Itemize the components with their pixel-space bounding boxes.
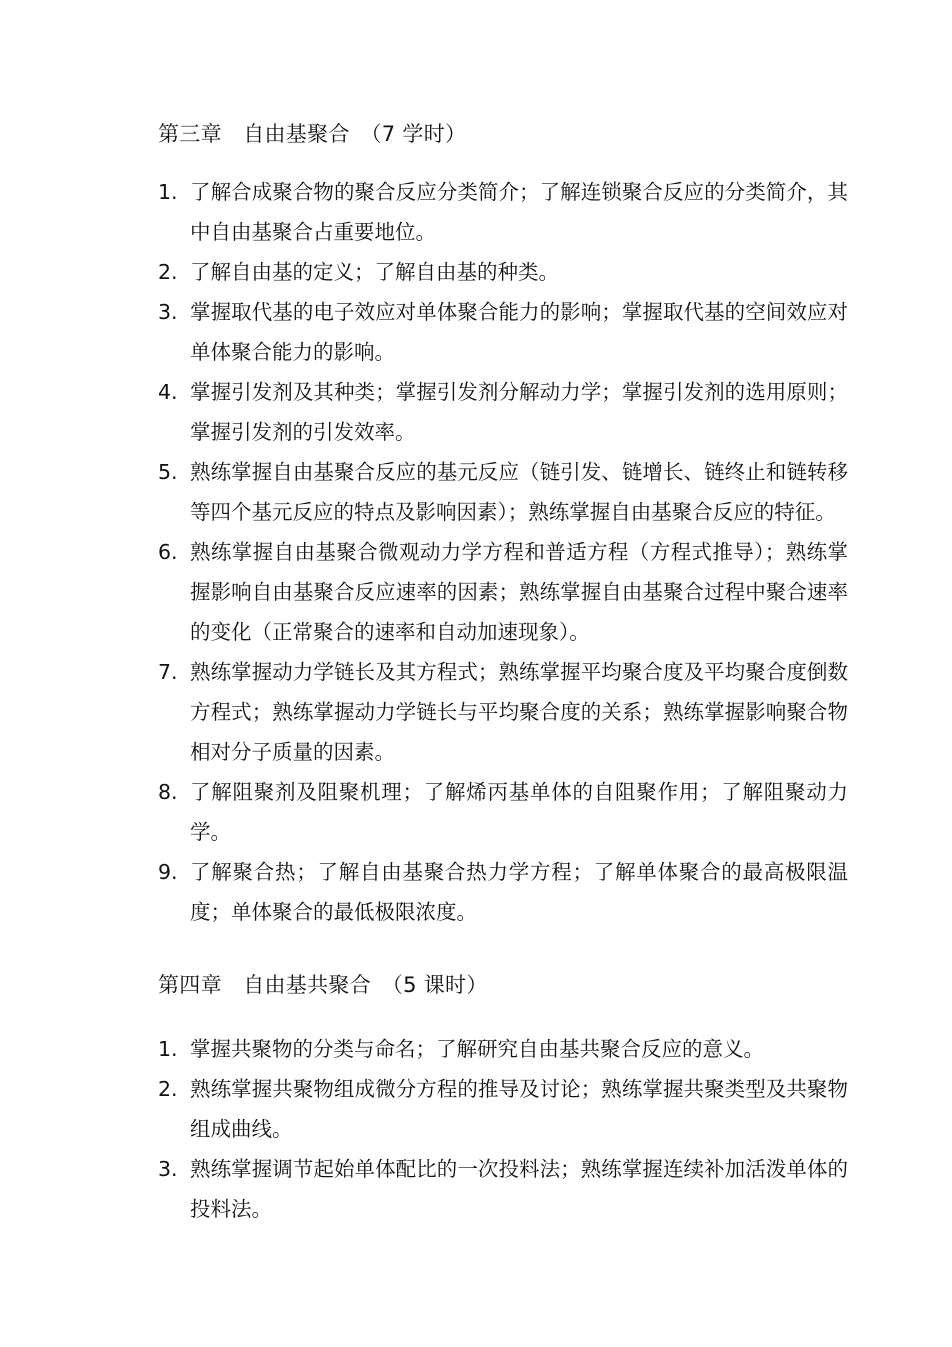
list-item [158, 172, 848, 252]
list-item-number: 9. [158, 860, 178, 884]
list-item-number: 8. [158, 780, 178, 804]
list-item-number: 1. [158, 1037, 178, 1061]
list-item-text: 熟练掌握共聚物组成微分方程的推导及讨论；熟练掌握共聚类型及共聚物组成曲线。 [190, 1077, 848, 1141]
list-item-text: 掌握取代基的电子效应对单体聚合能力的影响；掌握取代基的空间效应对单体聚合能力的影响。 [190, 300, 848, 364]
list-item-text: 掌握共聚物的分类与命名；了解研究自由基共聚合反应的意义。 [190, 1037, 764, 1061]
chapter-4-objectives-list [158, 1029, 848, 1229]
list-item-text: 了解合成聚合物的聚合反应分类简介；了解连锁聚合反应的分类简介，其中自由基聚合占重要地位。 [190, 180, 848, 244]
list-item-number: 5. [158, 460, 178, 484]
chapter-4-title: 第四章 自由基共聚合 （5 课时） [158, 973, 488, 997]
list-item-number: 4. [158, 380, 178, 404]
chapter-3-objectives-list [158, 172, 848, 932]
list-item-text: 了解聚合热；了解自由基聚合热力学方程；了解单体聚合的最高极限温度；单体聚合的最低极限浓度。 [190, 860, 848, 924]
list-item [158, 1069, 848, 1149]
list-item [158, 252, 848, 292]
list-item-number: 7. [158, 660, 178, 684]
list-item [158, 652, 848, 772]
list-item [158, 532, 848, 652]
list-item-number: 3. [158, 1157, 178, 1181]
list-item-text: 熟练掌握调节起始单体配比的一次投料法；熟练掌握连续补加活泼单体的投料法。 [190, 1157, 848, 1221]
list-item-number: 3. [158, 300, 178, 324]
list-item-text: 熟练掌握动力学链长及其方程式；熟练掌握平均聚合度及平均聚合度倒数方程式；熟练掌握动力学链长与平均聚合度的关系；熟练掌握影响聚合物相对分子质量的因素。 [190, 660, 848, 764]
list-item-number: 2. [158, 260, 178, 284]
list-item [158, 1149, 848, 1229]
list-item [158, 372, 848, 452]
list-item [158, 452, 848, 532]
list-item [158, 772, 848, 852]
list-item-text: 了解自由基的定义；了解自由基的种类。 [190, 260, 559, 284]
list-item-number: 6. [158, 540, 178, 564]
list-item-text: 熟练掌握自由基聚合反应的基元反应（链引发、链增长、链终止和链转移等四个基元反应的特点及影响因素）；熟练掌握自由基聚合反应的特征。 [190, 460, 848, 524]
list-item-number: 1. [158, 180, 178, 204]
list-item [158, 1029, 848, 1069]
list-item [158, 852, 848, 932]
list-item-text: 了解阻聚剂及阻聚机理；了解烯丙基单体的自阻聚作用；了解阻聚动力学。 [190, 780, 848, 844]
chapter-3-title: 第三章 自由基聚合 （7 学时） [158, 122, 467, 146]
list-item [158, 292, 848, 372]
list-item-text: 熟练掌握自由基聚合微观动力学方程和普适方程（方程式推导）；熟练掌握影响自由基聚合反应速率的因素；熟练掌握自由基聚合过程中聚合速率的变化（正常聚合的速率和自动加速现象）。 [190, 540, 848, 644]
list-item-text: 掌握引发剂及其种类；掌握引发剂分解动力学；掌握引发剂的选用原则；掌握引发剂的引发效率。 [190, 380, 848, 444]
list-item-number: 2. [158, 1077, 178, 1101]
